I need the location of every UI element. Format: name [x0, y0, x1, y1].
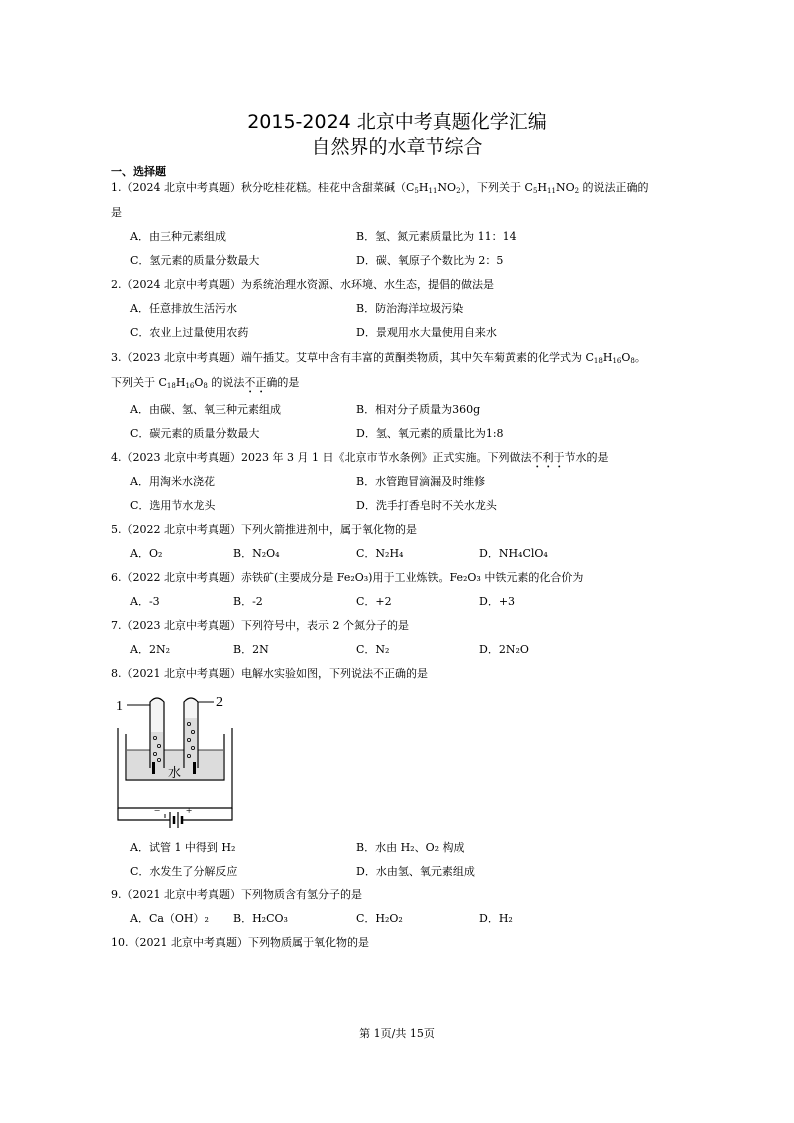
page-footer: 第 1页/共 15页	[359, 1027, 435, 1040]
question-2-option-a[interactable]: A．任意排放生活污水	[130, 302, 237, 315]
question-7-stem: 7.（2023 北京中考真题）下列符号中，表示 2 个氮分子的是	[111, 619, 409, 632]
question-5-option-b[interactable]: B．N₂O₄	[233, 547, 280, 560]
label-plus: +	[186, 805, 193, 817]
question-6-option-c[interactable]: C．+2	[356, 595, 392, 608]
question-1-stem: 1.（2024 北京中考真题）秋分吃桂花糕。桂花中含甜菜碱$(C_5H_{11}NO_2)$，下列关于 $C_5H_{11}NO_2$ 的说法正确的	[111, 181, 649, 195]
electrode-2	[193, 762, 196, 774]
question-5-option-c[interactable]: C．N₂H₄	[356, 547, 404, 560]
question-1-stem-cont: 是	[111, 206, 122, 219]
question-3-stem-cont: 下列关于 $C_{18}H_{16}O_8$ 的说法不正确的是	[111, 376, 300, 390]
question-1-option-c[interactable]: C．氢元素的质量分数最大	[130, 254, 260, 267]
emphasis-not: 不正	[244, 376, 267, 389]
label-water: 水	[168, 765, 182, 780]
question-5-stem: 5.（2022 北京中考真题）下列火箭推进剂中，属于氧化物的是	[111, 523, 417, 536]
question-6-option-d[interactable]: D．+3	[479, 595, 516, 608]
question-9-option-b[interactable]: B．H₂CO₃	[233, 912, 288, 925]
question-9-option-a[interactable]: A．Ca（OH）₂	[130, 912, 209, 925]
question-10-stem: 10.（2021 北京中考真题）下列物质属于氧化物的是	[111, 936, 369, 949]
question-7-option-c[interactable]: C．N₂	[356, 643, 390, 656]
question-7-option-a[interactable]: A．2N₂	[130, 643, 170, 656]
question-5-option-a[interactable]: A．O₂	[130, 547, 163, 560]
section-heading: 一、选择题	[111, 165, 166, 178]
document-title-line2: 自然界的水章节综合	[311, 136, 483, 158]
question-1-option-b[interactable]: B．氢、氮元素质量比为 11：14	[356, 230, 517, 243]
question-8-option-b[interactable]: B．水由 H₂、O₂ 构成	[356, 841, 465, 854]
question-9-stem: 9.（2021 北京中考真题）下列物质含有氢分子的是	[111, 888, 362, 901]
label-tube-2: 2	[216, 695, 223, 710]
question-4-option-a[interactable]: A．用淘米水浇花	[130, 475, 215, 488]
electrode-1	[152, 762, 155, 774]
question-3-stem: 3.（2023 北京中考真题）端午插艾。艾草中含有丰富的黄酮类物质，其中矢车菊黄素的化学式为 $C_{18}H_{16}O_8$。	[111, 351, 646, 365]
question-2-option-d[interactable]: D．景观用水大量使用自来水	[356, 326, 497, 339]
question-6-stem: 6.（2022 北京中考真题）赤铁矿(主要成分是 Fe₂O₃)用于工业炼铁。Fe₂O₃ 中铁元素的化合价为	[111, 571, 584, 584]
question-8-option-d[interactable]: D．水由氢、氧元素组成	[356, 865, 475, 878]
question-1-option-a[interactable]: A．由三种元素组成	[130, 230, 226, 243]
question-3-option-a[interactable]: A．由碳、氢、氧三种元素组成	[130, 403, 281, 416]
question-3-option-b[interactable]: B．相对分子质量为360g	[356, 403, 481, 416]
question-5-option-d[interactable]: D．NH₄ClO₄	[479, 547, 548, 560]
label-minus: −	[154, 805, 161, 817]
question-4-stem: 4.（2023 北京中考真题）2023 年 3 月 1 日《北京市节水条例》正式实施。下列做法不利于节水的是	[111, 451, 609, 464]
question-6-option-a[interactable]: A．-3	[130, 595, 160, 608]
question-7-option-d[interactable]: D．2N₂O	[479, 643, 529, 656]
emphasis-not-conducive: 不利于	[531, 451, 565, 464]
question-2-option-c[interactable]: C．农业上过量使用农药	[130, 326, 249, 339]
question-9-option-c[interactable]: C．H₂O₂	[356, 912, 403, 925]
question-9-option-d[interactable]: D．H₂	[479, 912, 513, 925]
question-2-stem: 2.（2024 北京中考真题）为系统治理水资源、水环境、水生态，提倡的做法是	[111, 278, 494, 291]
question-2-option-b[interactable]: B．防治海洋垃圾污染	[356, 302, 464, 315]
question-8-option-c[interactable]: C．水发生了分解反应	[130, 865, 238, 878]
question-7-option-b[interactable]: B．2N	[233, 643, 269, 656]
question-1-option-d[interactable]: D．碳、氧原子个数比为 2：5	[356, 254, 504, 267]
label-tube-1: 1	[116, 699, 123, 714]
question-6-option-b[interactable]: B．-2	[233, 595, 263, 608]
question-4-option-d[interactable]: D．洗手打香皂时不关水龙头	[356, 499, 497, 512]
question-4-option-c[interactable]: C．选用节水龙头	[130, 499, 216, 512]
question-8-option-a[interactable]: A．试管 1 中得到 H₂	[130, 841, 236, 854]
question-4-option-b[interactable]: B．水管跑冒滴漏及时维修	[356, 475, 486, 488]
electrolysis-diagram	[110, 688, 240, 834]
question-3-option-c[interactable]: C．碳元素的质量分数最大	[130, 427, 260, 440]
question-3-option-d[interactable]: D．氢、氧元素的质量比为1:8	[356, 427, 504, 440]
document-title-line1: 2015-2024 北京中考真题化学汇编	[247, 111, 547, 133]
question-8-stem: 8.（2021 北京中考真题）电解水实验如图，下列说法不正确的是	[111, 667, 428, 680]
